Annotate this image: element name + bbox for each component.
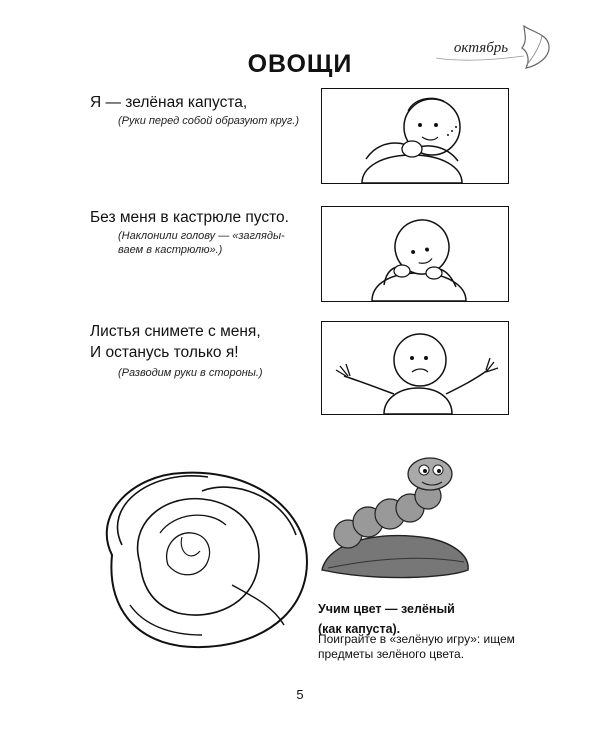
- verse-1: [90, 92, 247, 113]
- verse-1-line-1: Я — зелёная капуста,: [90, 94, 248, 111]
- illustration-frame-3: [321, 321, 509, 415]
- color-lesson-text-line-2: предметы зелёного цвета.: [318, 647, 465, 661]
- verse-2-note: [118, 229, 285, 257]
- child-hands-circle-illustration: [322, 89, 508, 183]
- verse-1-note-line-1: (Руки перед собой образуют круг.): [118, 115, 300, 127]
- illustration-frame-1: [321, 88, 509, 184]
- caterpillar-illustration: [318, 450, 474, 586]
- illustration-frame-2: [321, 206, 509, 302]
- verse-3: [90, 321, 261, 363]
- page-title: ОВОЩИ: [247, 50, 353, 78]
- verse-2-line-1: Без меня в кастрюле пусто.: [90, 209, 289, 226]
- verse-2-note-line-2: ваем в кастрюлю».): [118, 244, 223, 256]
- verse-2-note-line-1: (Наклонили голову — «загляды-: [118, 230, 285, 242]
- color-lesson-text-line-1: Поиграйте в «зелёную игру»: ищем: [318, 632, 515, 646]
- page-number: 5: [296, 687, 304, 702]
- verse-3-note: [118, 366, 263, 380]
- child-peeking-illustration: [322, 207, 508, 301]
- month-label: октябрь: [453, 40, 509, 56]
- color-lesson-title-line-1: Учим цвет — зелёный: [318, 602, 455, 616]
- color-lesson-title-line-2: (как капуста).: [318, 622, 401, 636]
- verse-2: [90, 207, 289, 228]
- child-arms-spread-illustration: [322, 322, 508, 414]
- verse-1-note: [118, 114, 299, 128]
- verse-3-line-2: И останусь только я!: [90, 344, 239, 361]
- verse-3-note-line-1: (Разводим руки в стороны.): [118, 367, 263, 379]
- verse-3-line-1: Листья снимете с меня,: [90, 323, 261, 340]
- color-lesson-text: [318, 632, 518, 662]
- cabbage-illustration: [82, 455, 320, 655]
